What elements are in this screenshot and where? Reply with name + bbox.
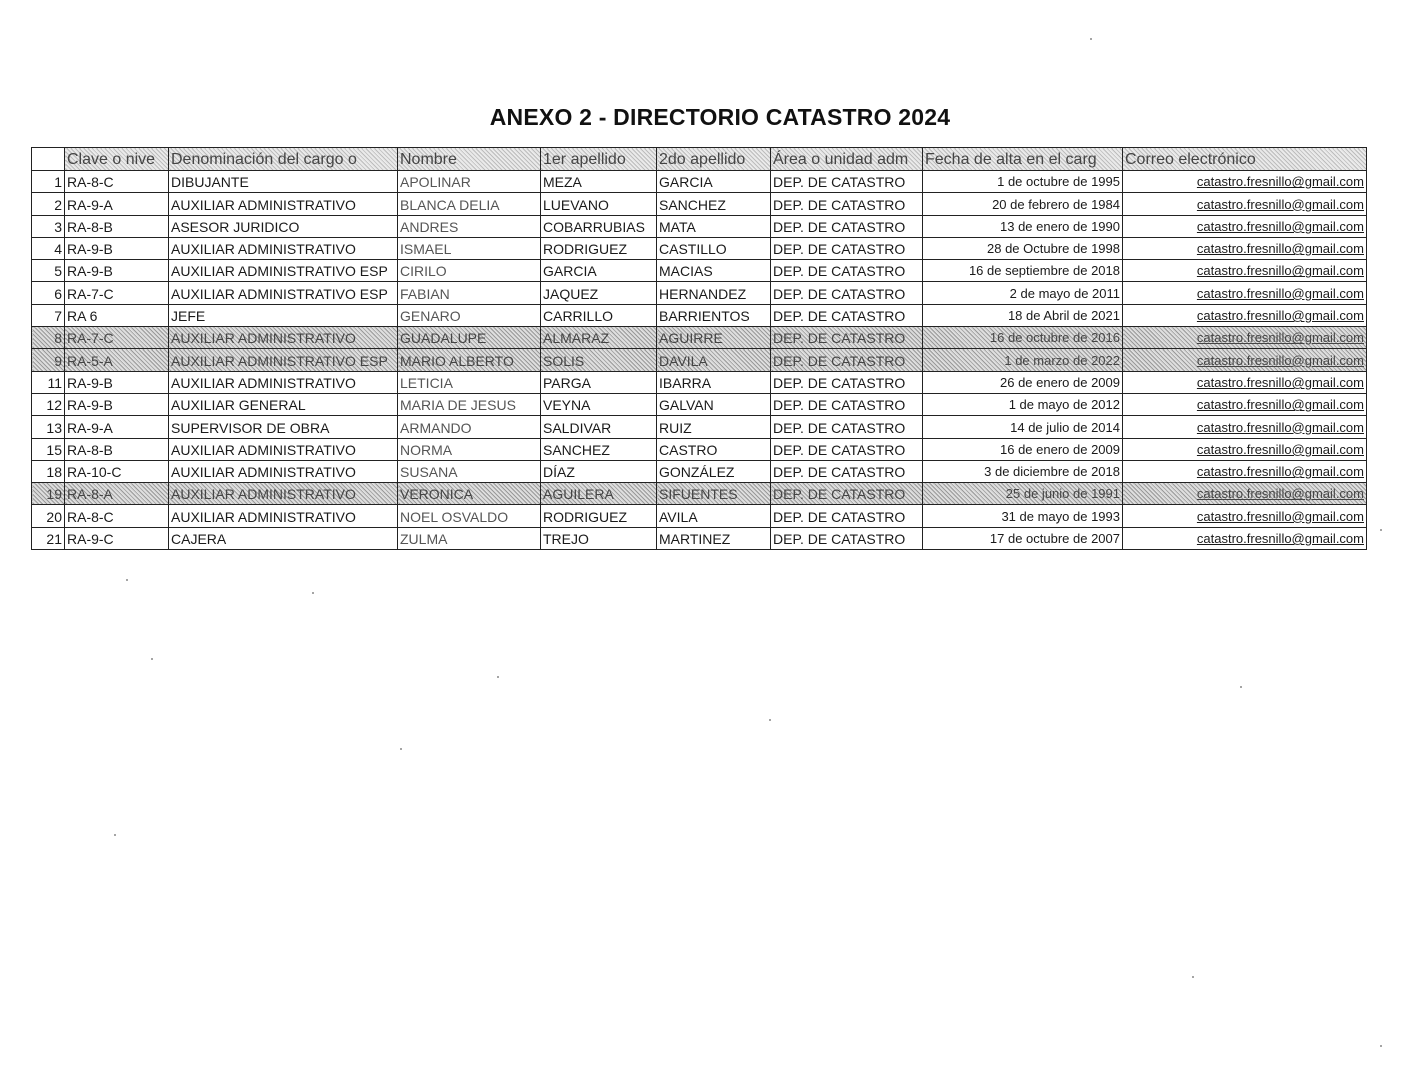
cell-clave: RA-7-C: [65, 282, 169, 304]
scan-speck: [1240, 686, 1242, 688]
cell-correo: catastro.fresnillo@gmail.com: [1123, 460, 1367, 482]
cell-clave: RA-5-A: [65, 349, 169, 371]
header-area: Área o unidad adm: [771, 148, 923, 171]
cell-clave: RA-10-C: [65, 460, 169, 482]
cell-cargo: AUXILIAR ADMINISTRATIVO: [169, 438, 398, 460]
cell-apellido1: SALDIVAR: [541, 416, 657, 438]
scan-speck: [114, 834, 116, 836]
cell-area: DEP. DE CATASTRO: [771, 237, 923, 259]
cell-cargo: AUXILIAR ADMINISTRATIVO: [169, 371, 398, 393]
page-title: ANEXO 2 - DIRECTORIO CATASTRO 2024: [489, 104, 951, 130]
cell-fecha: 13 de enero de 1990: [923, 215, 1123, 237]
cell-fecha: 26 de enero de 2009: [923, 371, 1123, 393]
cell-cargo: JEFE: [169, 304, 398, 326]
table-row: [32, 438, 1367, 460]
cell-apellido2: GARCIA: [657, 171, 771, 193]
cell-area: DEP. DE CATASTRO: [771, 460, 923, 482]
header-clave: Clave o nive: [65, 148, 169, 171]
cell-nombre: ISMAEL: [398, 237, 541, 259]
table-row: [32, 171, 1367, 193]
cell-fecha: 3 de diciembre de 2018: [923, 460, 1123, 482]
cell-fecha: 28 de Octubre de 1998: [923, 237, 1123, 259]
cell-nombre: SUSANA: [398, 460, 541, 482]
cell-correo: catastro.fresnillo@gmail.com: [1123, 193, 1367, 215]
cell-apellido2: IBARRA: [657, 371, 771, 393]
header-apellido2: 2do apellido: [657, 148, 771, 171]
cell-clave: RA-9-C: [65, 527, 169, 549]
cell-apellido2: MATA: [657, 215, 771, 237]
cell-fecha: 16 de septiembre de 2018: [923, 260, 1123, 282]
table-row: [32, 304, 1367, 326]
header-apellido1: 1er apellido: [541, 148, 657, 171]
cell-apellido1: SOLIS: [541, 349, 657, 371]
cell-clave: RA-9-A: [65, 416, 169, 438]
cell-correo: catastro.fresnillo@gmail.com: [1123, 171, 1367, 193]
table-row: [32, 483, 1367, 505]
cell-fecha: 17 de octubre de 2007: [923, 527, 1123, 549]
cell-fecha: 14 de julio de 2014: [923, 416, 1123, 438]
cell-num: 13: [32, 416, 65, 438]
cell-nombre: ARMANDO: [398, 416, 541, 438]
table-row: [32, 527, 1367, 549]
cell-nombre: LETICIA: [398, 371, 541, 393]
cell-area: DEP. DE CATASTRO: [771, 215, 923, 237]
cell-clave: RA-7-C: [65, 327, 169, 349]
cell-num: 19: [32, 483, 65, 505]
cell-apellido1: LUEVANO: [541, 193, 657, 215]
cell-area: DEP. DE CATASTRO: [771, 171, 923, 193]
cell-apellido1: TREJO: [541, 527, 657, 549]
table-row: [32, 327, 1367, 349]
cell-area: DEP. DE CATASTRO: [771, 416, 923, 438]
cell-area: DEP. DE CATASTRO: [771, 282, 923, 304]
cell-nombre: APOLINAR: [398, 171, 541, 193]
cell-clave: RA-8-B: [65, 215, 169, 237]
cell-cargo: DIBUJANTE: [169, 171, 398, 193]
cell-cargo: CAJERA: [169, 527, 398, 549]
cell-fecha: 1 de mayo de 2012: [923, 393, 1123, 415]
table-row: [32, 393, 1367, 415]
cell-apellido2: CASTRO: [657, 438, 771, 460]
cell-num: 20: [32, 505, 65, 527]
scan-speck: [1192, 976, 1194, 978]
cell-nombre: ANDRES: [398, 215, 541, 237]
cell-area: DEP. DE CATASTRO: [771, 260, 923, 282]
cell-correo: catastro.fresnillo@gmail.com: [1123, 215, 1367, 237]
cell-fecha: 18 de Abril de 2021: [923, 304, 1123, 326]
cell-area: DEP. DE CATASTRO: [771, 371, 923, 393]
cell-apellido1: DÍAZ: [541, 460, 657, 482]
cell-cargo: AUXILIAR ADMINISTRATIVO ESP: [169, 260, 398, 282]
cell-cargo: AUXILIAR ADMINISTRATIVO: [169, 327, 398, 349]
cell-apellido1: SANCHEZ: [541, 438, 657, 460]
cell-clave: RA-9-A: [65, 193, 169, 215]
cell-area: DEP. DE CATASTRO: [771, 193, 923, 215]
directory-table: [31, 147, 1367, 550]
cell-apellido1: JAQUEZ: [541, 282, 657, 304]
cell-num: 4: [32, 237, 65, 259]
cell-area: DEP. DE CATASTRO: [771, 438, 923, 460]
cell-correo: catastro.fresnillo@gmail.com: [1123, 416, 1367, 438]
cell-correo: catastro.fresnillo@gmail.com: [1123, 527, 1367, 549]
cell-area: DEP. DE CATASTRO: [771, 349, 923, 371]
scan-speck: [1380, 1045, 1382, 1047]
scan-speck: [769, 719, 771, 721]
cell-nombre: MARIA DE JESUS: [398, 393, 541, 415]
cell-cargo: AUXILIAR ADMINISTRATIVO: [169, 193, 398, 215]
cell-apellido1: RODRIGUEZ: [541, 237, 657, 259]
cell-nombre: FABIAN: [398, 282, 541, 304]
cell-apellido2: BARRIENTOS: [657, 304, 771, 326]
cell-num: 21: [32, 527, 65, 549]
cell-correo: catastro.fresnillo@gmail.com: [1123, 349, 1367, 371]
cell-apellido2: CASTILLO: [657, 237, 771, 259]
cell-num: 12: [32, 393, 65, 415]
cell-correo: catastro.fresnillo@gmail.com: [1123, 505, 1367, 527]
header-fecha: Fecha de alta en el carg: [923, 148, 1123, 171]
cell-area: DEP. DE CATASTRO: [771, 393, 923, 415]
cell-nombre: CIRILO: [398, 260, 541, 282]
table-row: [32, 260, 1367, 282]
cell-apellido1: CARRILLO: [541, 304, 657, 326]
cell-apellido2: AVILA: [657, 505, 771, 527]
cell-nombre: BLANCA DELIA: [398, 193, 541, 215]
cell-num: 11: [32, 371, 65, 393]
cell-nombre: NORMA: [398, 438, 541, 460]
cell-cargo: SUPERVISOR DE OBRA: [169, 416, 398, 438]
cell-apellido1: VEYNA: [541, 393, 657, 415]
cell-num: 8: [32, 327, 65, 349]
cell-nombre: GUADALUPE: [398, 327, 541, 349]
cell-clave: RA-8-C: [65, 505, 169, 527]
cell-nombre: GENARO: [398, 304, 541, 326]
cell-correo: catastro.fresnillo@gmail.com: [1123, 237, 1367, 259]
cell-fecha: 1 de octubre de 1995: [923, 171, 1123, 193]
cell-apellido2: GALVAN: [657, 393, 771, 415]
scan-speck: [126, 579, 128, 581]
cell-nombre: MARIO ALBERTO: [398, 349, 541, 371]
cell-clave: RA 6: [65, 304, 169, 326]
cell-num: 15: [32, 438, 65, 460]
cell-fecha: 16 de octubre de 2016: [923, 327, 1123, 349]
header-cargo: Denominación del cargo o: [169, 148, 398, 171]
cell-nombre: ZULMA: [398, 527, 541, 549]
scan-speck: [312, 592, 314, 594]
cell-clave: RA-8-A: [65, 483, 169, 505]
cell-apellido2: HERNANDEZ: [657, 282, 771, 304]
table-row: [32, 282, 1367, 304]
cell-num: 9: [32, 349, 65, 371]
cell-nombre: VERONICA: [398, 483, 541, 505]
scan-speck: [151, 658, 153, 660]
cell-num: 1: [32, 171, 65, 193]
cell-correo: catastro.fresnillo@gmail.com: [1123, 327, 1367, 349]
table-row: [32, 371, 1367, 393]
cell-correo: catastro.fresnillo@gmail.com: [1123, 260, 1367, 282]
scan-speck: [1380, 529, 1382, 531]
cell-clave: RA-9-B: [65, 371, 169, 393]
table-body: [32, 171, 1367, 550]
cell-nombre: NOEL OSVALDO: [398, 505, 541, 527]
cell-area: DEP. DE CATASTRO: [771, 527, 923, 549]
cell-area: DEP. DE CATASTRO: [771, 304, 923, 326]
cell-clave: RA-9-B: [65, 237, 169, 259]
cell-cargo: AUXILIAR ADMINISTRATIVO: [169, 237, 398, 259]
cell-clave: RA-8-C: [65, 171, 169, 193]
cell-area: DEP. DE CATASTRO: [771, 505, 923, 527]
cell-cargo: AUXILIAR GENERAL: [169, 393, 398, 415]
cell-apellido2: GONZÁLEZ: [657, 460, 771, 482]
cell-apellido2: DAVILA: [657, 349, 771, 371]
table-row: [32, 349, 1367, 371]
cell-clave: RA-8-B: [65, 438, 169, 460]
header-correo: Correo electrónico: [1123, 148, 1367, 171]
cell-apellido1: COBARRUBIAS: [541, 215, 657, 237]
cell-apellido1: MEZA: [541, 171, 657, 193]
cell-area: DEP. DE CATASTRO: [771, 327, 923, 349]
cell-num: 7: [32, 304, 65, 326]
cell-apellido2: AGUIRRE: [657, 327, 771, 349]
cell-fecha: 2 de mayo de 2011: [923, 282, 1123, 304]
cell-num: 5: [32, 260, 65, 282]
cell-num: 3: [32, 215, 65, 237]
cell-apellido2: MACIAS: [657, 260, 771, 282]
scan-speck: [1090, 38, 1092, 40]
scan-speck: [400, 748, 402, 750]
table-row: [32, 460, 1367, 482]
cell-apellido1: PARGA: [541, 371, 657, 393]
cell-clave: RA-9-B: [65, 393, 169, 415]
cell-cargo: AUXILIAR ADMINISTRATIVO: [169, 505, 398, 527]
cell-cargo: AUXILIAR ADMINISTRATIVO ESP: [169, 349, 398, 371]
cell-apellido2: MARTINEZ: [657, 527, 771, 549]
cell-apellido1: AGUILERA: [541, 483, 657, 505]
header-num: [32, 148, 65, 171]
table-row: [32, 237, 1367, 259]
cell-fecha: 31 de mayo de 1993: [923, 505, 1123, 527]
cell-num: 2: [32, 193, 65, 215]
cell-clave: RA-9-B: [65, 260, 169, 282]
cell-area: DEP. DE CATASTRO: [771, 483, 923, 505]
cell-correo: catastro.fresnillo@gmail.com: [1123, 304, 1367, 326]
cell-apellido1: ALMARAZ: [541, 327, 657, 349]
cell-num: 6: [32, 282, 65, 304]
scan-speck: [497, 676, 499, 678]
table-row: [32, 505, 1367, 527]
cell-correo: catastro.fresnillo@gmail.com: [1123, 282, 1367, 304]
cell-cargo: ASESOR JURIDICO: [169, 215, 398, 237]
cell-cargo: AUXILIAR ADMINISTRATIVO: [169, 483, 398, 505]
cell-fecha: 20 de febrero de 1984: [923, 193, 1123, 215]
cell-fecha: 1 de marzo de 2022: [923, 349, 1123, 371]
cell-correo: catastro.fresnillo@gmail.com: [1123, 438, 1367, 460]
cell-fecha: 25 de junio de 1991: [923, 483, 1123, 505]
cell-apellido2: RUIZ: [657, 416, 771, 438]
table-row: [32, 416, 1367, 438]
cell-num: 18: [32, 460, 65, 482]
cell-fecha: 16 de enero de 2009: [923, 438, 1123, 460]
cell-apellido2: SANCHEZ: [657, 193, 771, 215]
cell-apellido2: SIFUENTES: [657, 483, 771, 505]
table-row: [32, 215, 1367, 237]
cell-correo: catastro.fresnillo@gmail.com: [1123, 483, 1367, 505]
cell-correo: catastro.fresnillo@gmail.com: [1123, 393, 1367, 415]
cell-correo: catastro.fresnillo@gmail.com: [1123, 371, 1367, 393]
cell-apellido1: GARCIA: [541, 260, 657, 282]
table-row: [32, 193, 1367, 215]
cell-cargo: AUXILIAR ADMINISTRATIVO ESP: [169, 282, 398, 304]
cell-cargo: AUXILIAR ADMINISTRATIVO: [169, 460, 398, 482]
header-row: [32, 148, 1367, 171]
cell-apellido1: RODRIGUEZ: [541, 505, 657, 527]
header-nombre: Nombre: [398, 148, 541, 171]
